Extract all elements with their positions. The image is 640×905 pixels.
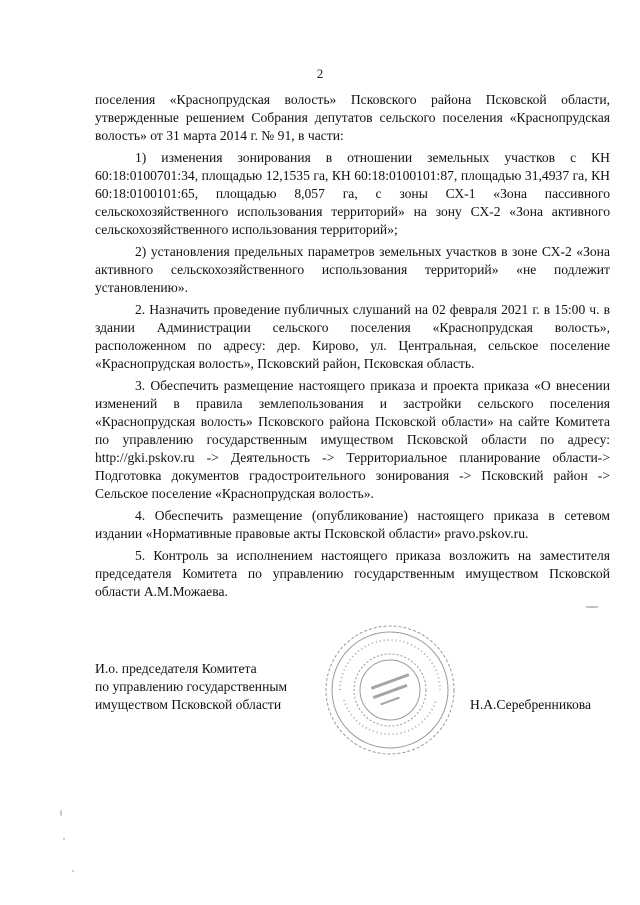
official-stamp (320, 620, 460, 760)
signatory-name: Н.А.Серебренникова (470, 697, 592, 712)
scan-speck (585, 606, 599, 608)
scan-speck (60, 810, 62, 816)
signatory-position (95, 660, 335, 714)
page-number: 2 (316, 66, 324, 81)
paragraph-point-4: 4. Обеспечить размещение (опубликование) настоящего приказа в сетевом издании «Нормативные правовые акты Псковской области» pravo.pskov.ru. (95, 508, 610, 541)
paragraph-point-3: 3. Обеспечить размещение настоящего приказа и проекта приказа «О внесении изменений в правила землепользования и застройки сельского поселения «Краснопрудская волость» Псковского района Псковской области» на сайте Комитета по управлению государственным имуществом Псковской области по адресу: http://gki.pskov.ru -> Деятельность -> Территориальное планирование области-> Подготовка документов градостроительного зонирования -> Псковский район -> Сельское поселение «Краснопрудская волость». (95, 378, 610, 501)
paragraph-item-2: 2) установления предельных параметров земельных участков в зоне СХ-2 «Зона активного сельскохозяйственного использования территорий» «не подлежит установлению». (95, 244, 610, 295)
scan-speck (63, 838, 65, 840)
document-body (95, 91, 610, 605)
signatory-position-line-3: имуществом Псковской области (95, 697, 282, 712)
paragraph-item-1: 1) изменения зонирования в отношении земельных участков с КН 60:18:0100701:34, площадью 12,1535 га, КН 60:18:0100101:87, площадью 31,4937 га, КН 60:18:0100101:65, площадью 8,057 га, с зоны СХ-1 «Зона пассивного сельскохозяйственного использования территорий» на зону СХ-2 «Зона активного сельскохозяйственного использования территорий»; (95, 150, 610, 237)
paragraph-point-5: 5. Контроль за исполнением настоящего приказа возложить на заместителя председателя Комитета по управлению государственным имуществом Псковской области А.М.Можаева. (95, 548, 610, 599)
signatory-position-line-1: И.о. председателя Комитета (95, 661, 257, 676)
scan-speck (72, 870, 74, 872)
paragraph-point-2: 2. Назначить проведение публичных слушаний на 02 февраля 2021 г. в 15:00 ч. в здании Администрации сельского поселения «Краснопрудская волость», расположенном по адресу: дер. Кирово, ул. Центральная, сельское поселение «Краснопрудская волость», Псковский район, Псковская область. (95, 302, 610, 371)
paragraph-intro: поселения «Краснопрудская волость» Псковского района Псковской области, утвержденные решением Собрания депутатов сельского поселения «Краснопрудская волость» от 31 марта 2014 г. № 91, в части: (95, 92, 610, 143)
signatory-position-line-2: по управлению государственным (95, 679, 288, 694)
